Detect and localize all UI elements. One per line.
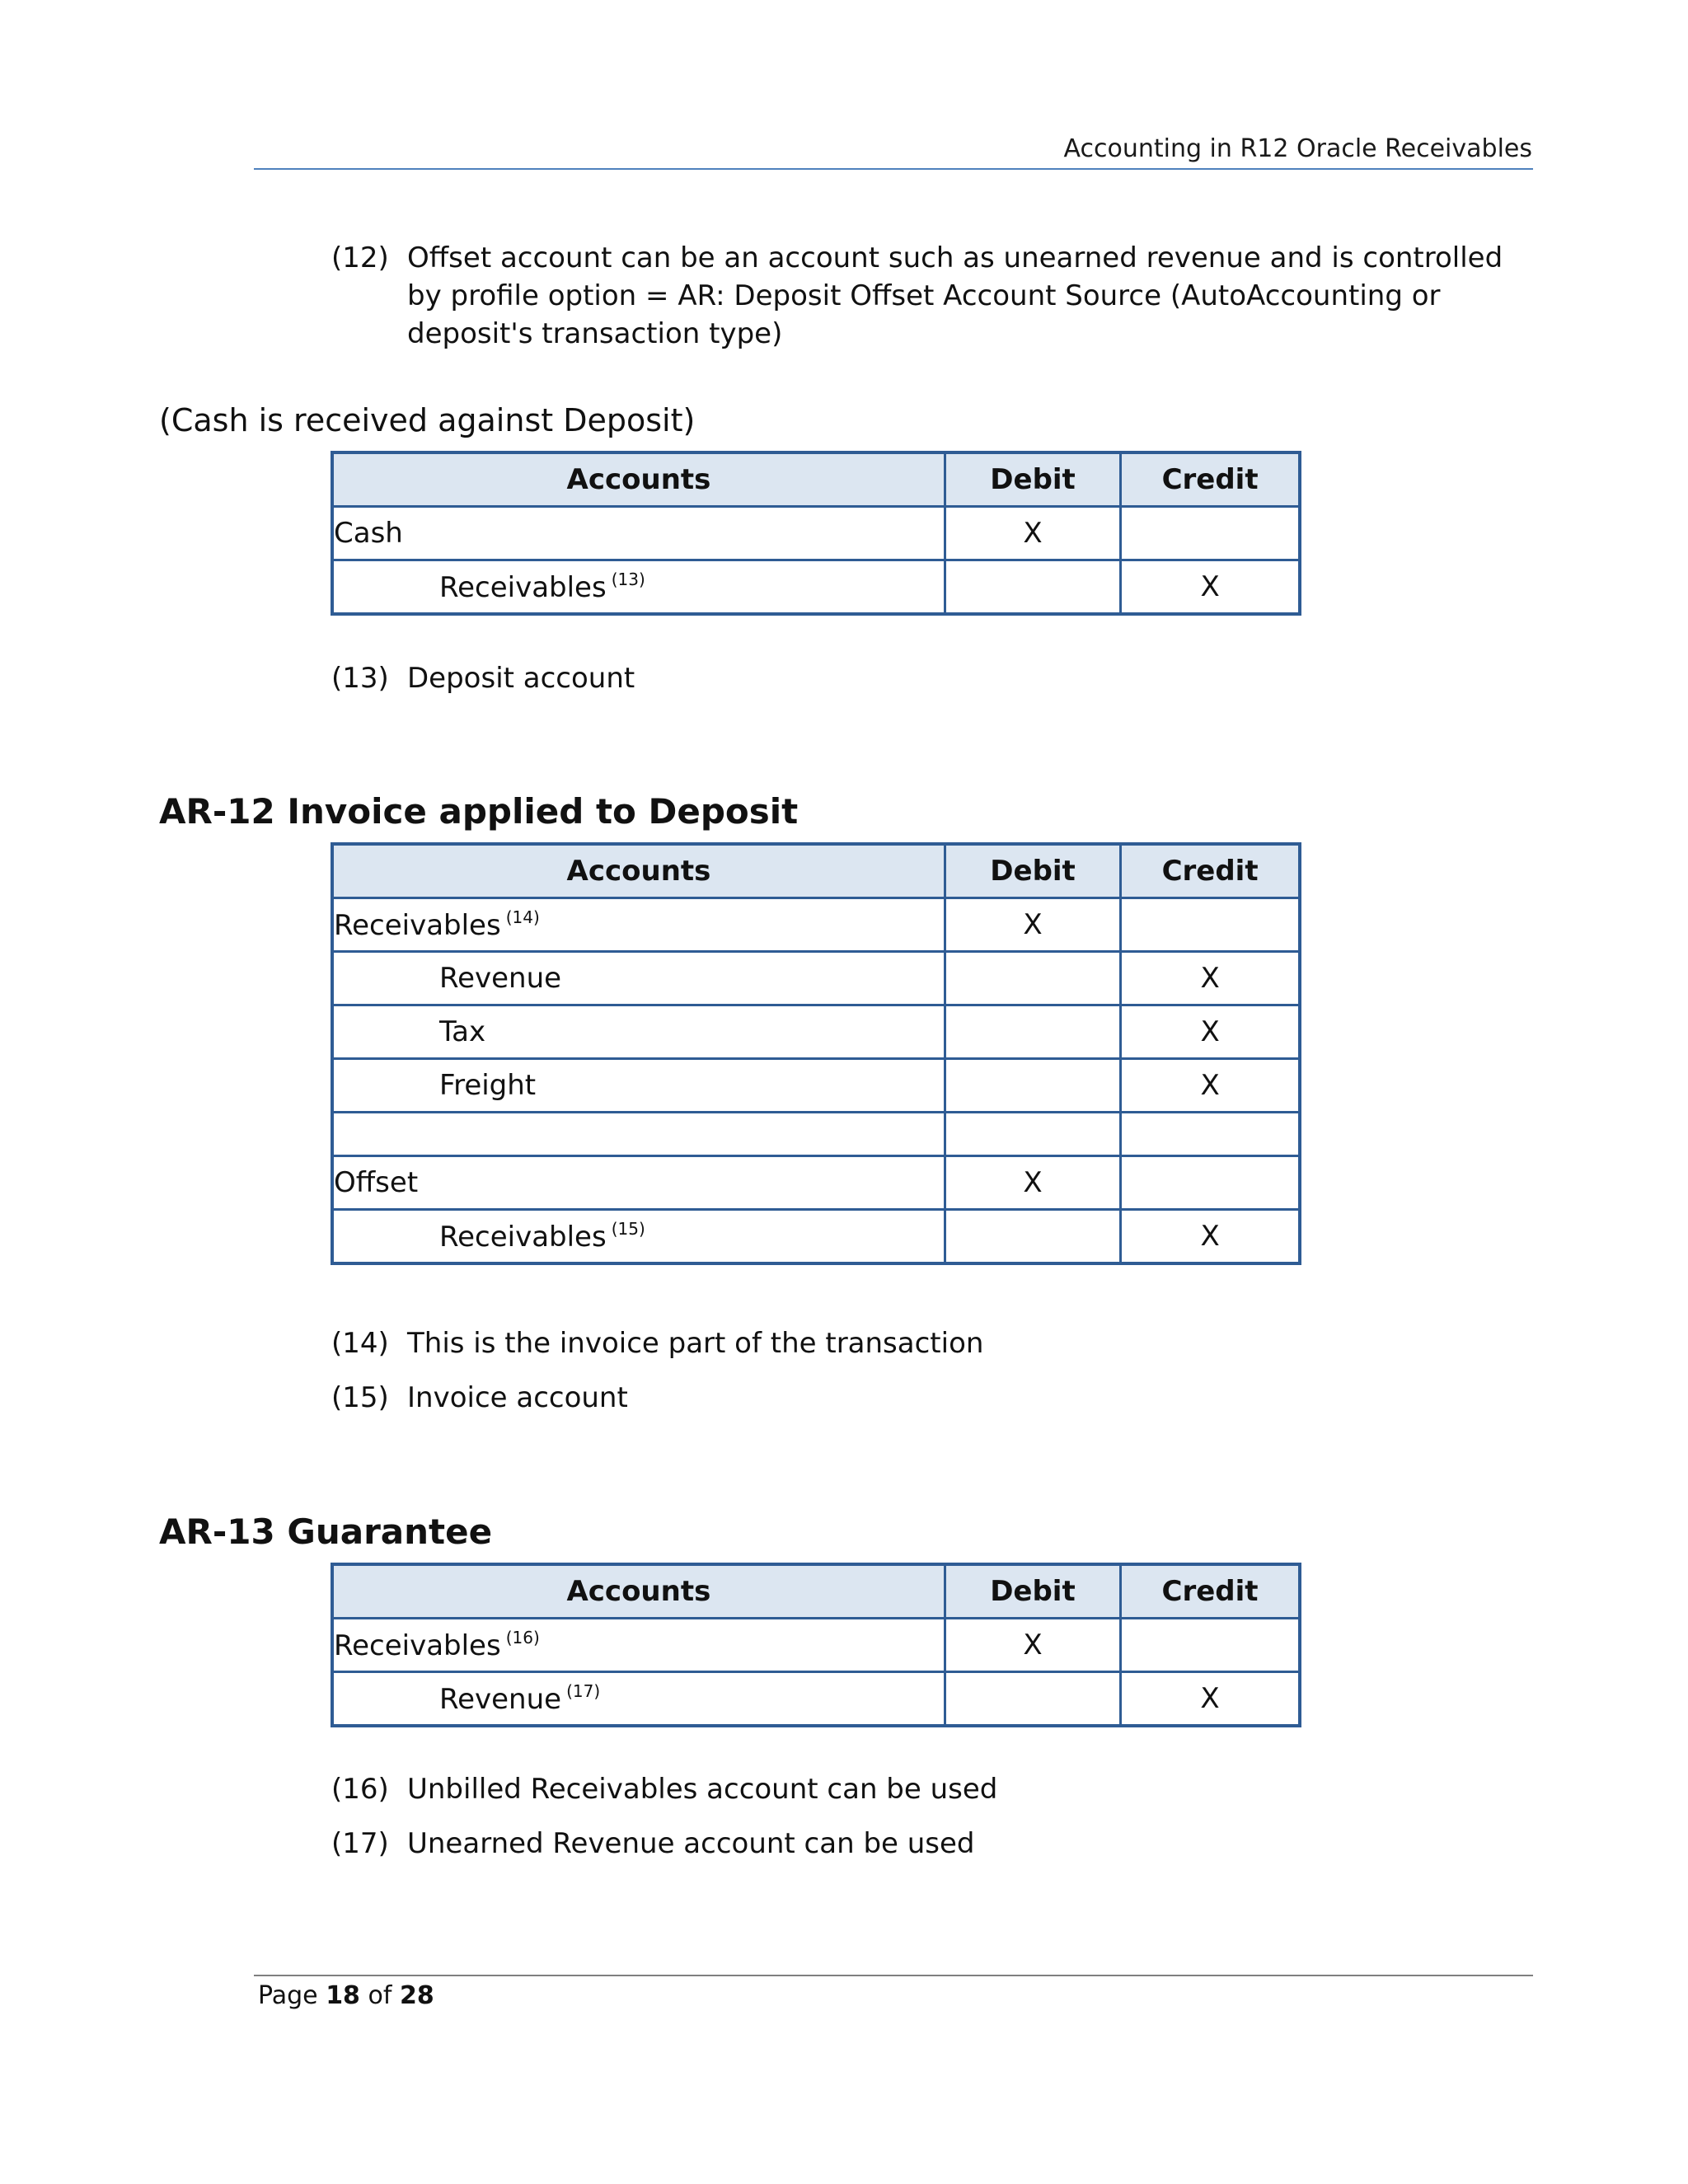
debit-cell — [945, 1672, 1120, 1727]
note-text: Invoice account — [407, 1381, 628, 1414]
table-row — [332, 1156, 1300, 1210]
credit-cell: X — [1121, 1672, 1300, 1727]
account-name: Receivables — [439, 1221, 607, 1254]
note-text: Unearned Revenue account can be used — [407, 1827, 975, 1860]
note-number: (17) — [331, 1827, 389, 1860]
footnote-ref: (17) — [566, 1681, 601, 1701]
note-number: (16) — [331, 1773, 389, 1806]
of-label: of — [368, 1981, 392, 2010]
footer-rule — [254, 1975, 1533, 1976]
credit-header: Credit — [1121, 844, 1300, 898]
note-number: (15) — [331, 1381, 389, 1414]
account-name: Revenue — [439, 962, 562, 995]
account-cell — [332, 1619, 945, 1672]
page-number — [258, 1981, 434, 2010]
account-cell — [332, 560, 945, 615]
credit-cell — [1121, 898, 1300, 952]
account-name: Receivables — [439, 571, 607, 604]
table-row-blank — [332, 1113, 1300, 1156]
debit-cell: X — [945, 1156, 1120, 1210]
debit-cell — [945, 560, 1120, 615]
cash-journal-table — [331, 451, 1301, 616]
ar13-journal-table — [331, 1563, 1301, 1727]
note-text: Deposit account — [407, 662, 635, 695]
debit-cell — [945, 1005, 1120, 1059]
account-name: Freight — [439, 1069, 537, 1102]
debit-cell: X — [945, 1619, 1120, 1672]
footnote-ref: (13) — [611, 569, 645, 589]
credit-cell — [1121, 507, 1300, 560]
account-name: Revenue — [439, 1683, 562, 1716]
account-name: Receivables — [334, 909, 501, 942]
footnote-ref: (15) — [611, 1219, 645, 1239]
debit-cell — [945, 952, 1120, 1005]
note-number: (12) — [331, 241, 389, 274]
debit-header: Debit — [945, 1564, 1120, 1619]
account-name: Receivables — [334, 1629, 501, 1662]
table-row — [332, 898, 1300, 952]
account-cell — [332, 1156, 945, 1210]
credit-header: Credit — [1121, 1564, 1300, 1619]
note-text: Offset account can be an account such as unearned revenue and is controlled by profile option = AR: Deposit Offset Account Source (AutoAccounting or deposit's transaction type) — [407, 241, 1503, 350]
accounts-header: Accounts — [332, 452, 945, 507]
account-name: Offset — [334, 1166, 419, 1199]
table-row — [332, 1619, 1300, 1672]
credit-cell — [1121, 1156, 1300, 1210]
credit-header: Credit — [1121, 452, 1300, 507]
note-number: (14) — [331, 1327, 389, 1360]
account-cell — [332, 1210, 945, 1264]
credit-cell — [1121, 1619, 1300, 1672]
table-header-row — [332, 452, 1300, 507]
total-pages: 28 — [399, 1981, 434, 2010]
table-row — [332, 507, 1300, 560]
table-row — [332, 952, 1300, 1005]
table-header-row — [332, 844, 1300, 898]
page-label: Page — [258, 1981, 318, 2010]
debit-cell — [945, 1210, 1120, 1264]
ar12-title: AR-12 Invoice applied to Deposit — [159, 791, 799, 832]
account-cell — [332, 507, 945, 560]
credit-cell: X — [1121, 1210, 1300, 1264]
footnote-ref: (16) — [505, 1628, 540, 1647]
account-cell — [332, 952, 945, 1005]
credit-cell: X — [1121, 952, 1300, 1005]
account-cell — [332, 898, 945, 952]
table-row — [332, 1672, 1300, 1727]
table-row — [332, 1210, 1300, 1264]
debit-cell: X — [945, 898, 1120, 952]
current-page: 18 — [326, 1981, 360, 2010]
account-cell — [332, 1059, 945, 1113]
account-name: Cash — [334, 517, 403, 550]
cash-caption: (Cash is received against Deposit) — [159, 402, 696, 438]
account-cell — [332, 1113, 945, 1156]
header-title: Accounting in R12 Oracle Receivables — [1063, 134, 1532, 163]
table-header-row — [332, 1564, 1300, 1619]
account-cell — [332, 1672, 945, 1727]
ar12-journal-table — [331, 842, 1301, 1265]
credit-cell — [1121, 1113, 1300, 1156]
table-row — [332, 1005, 1300, 1059]
debit-cell — [945, 1113, 1120, 1156]
credit-cell: X — [1121, 1059, 1300, 1113]
note-text: Unbilled Receivables account can be used — [407, 1773, 998, 1806]
table-row — [332, 1059, 1300, 1113]
debit-header: Debit — [945, 844, 1120, 898]
account-cell — [332, 1005, 945, 1059]
accounts-header: Accounts — [332, 1564, 945, 1619]
debit-cell — [945, 1059, 1120, 1113]
footnote-ref: (14) — [505, 907, 540, 927]
accounts-header: Accounts — [332, 844, 945, 898]
credit-cell: X — [1121, 560, 1300, 615]
note-number: (13) — [331, 662, 389, 695]
note-text: This is the invoice part of the transaction — [407, 1327, 984, 1360]
debit-cell: X — [945, 507, 1120, 560]
account-name: Tax — [439, 1015, 486, 1048]
header-rule — [254, 168, 1533, 170]
ar13-title: AR-13 Guarantee — [159, 1511, 493, 1552]
table-row — [332, 560, 1300, 615]
debit-header: Debit — [945, 452, 1120, 507]
credit-cell: X — [1121, 1005, 1300, 1059]
